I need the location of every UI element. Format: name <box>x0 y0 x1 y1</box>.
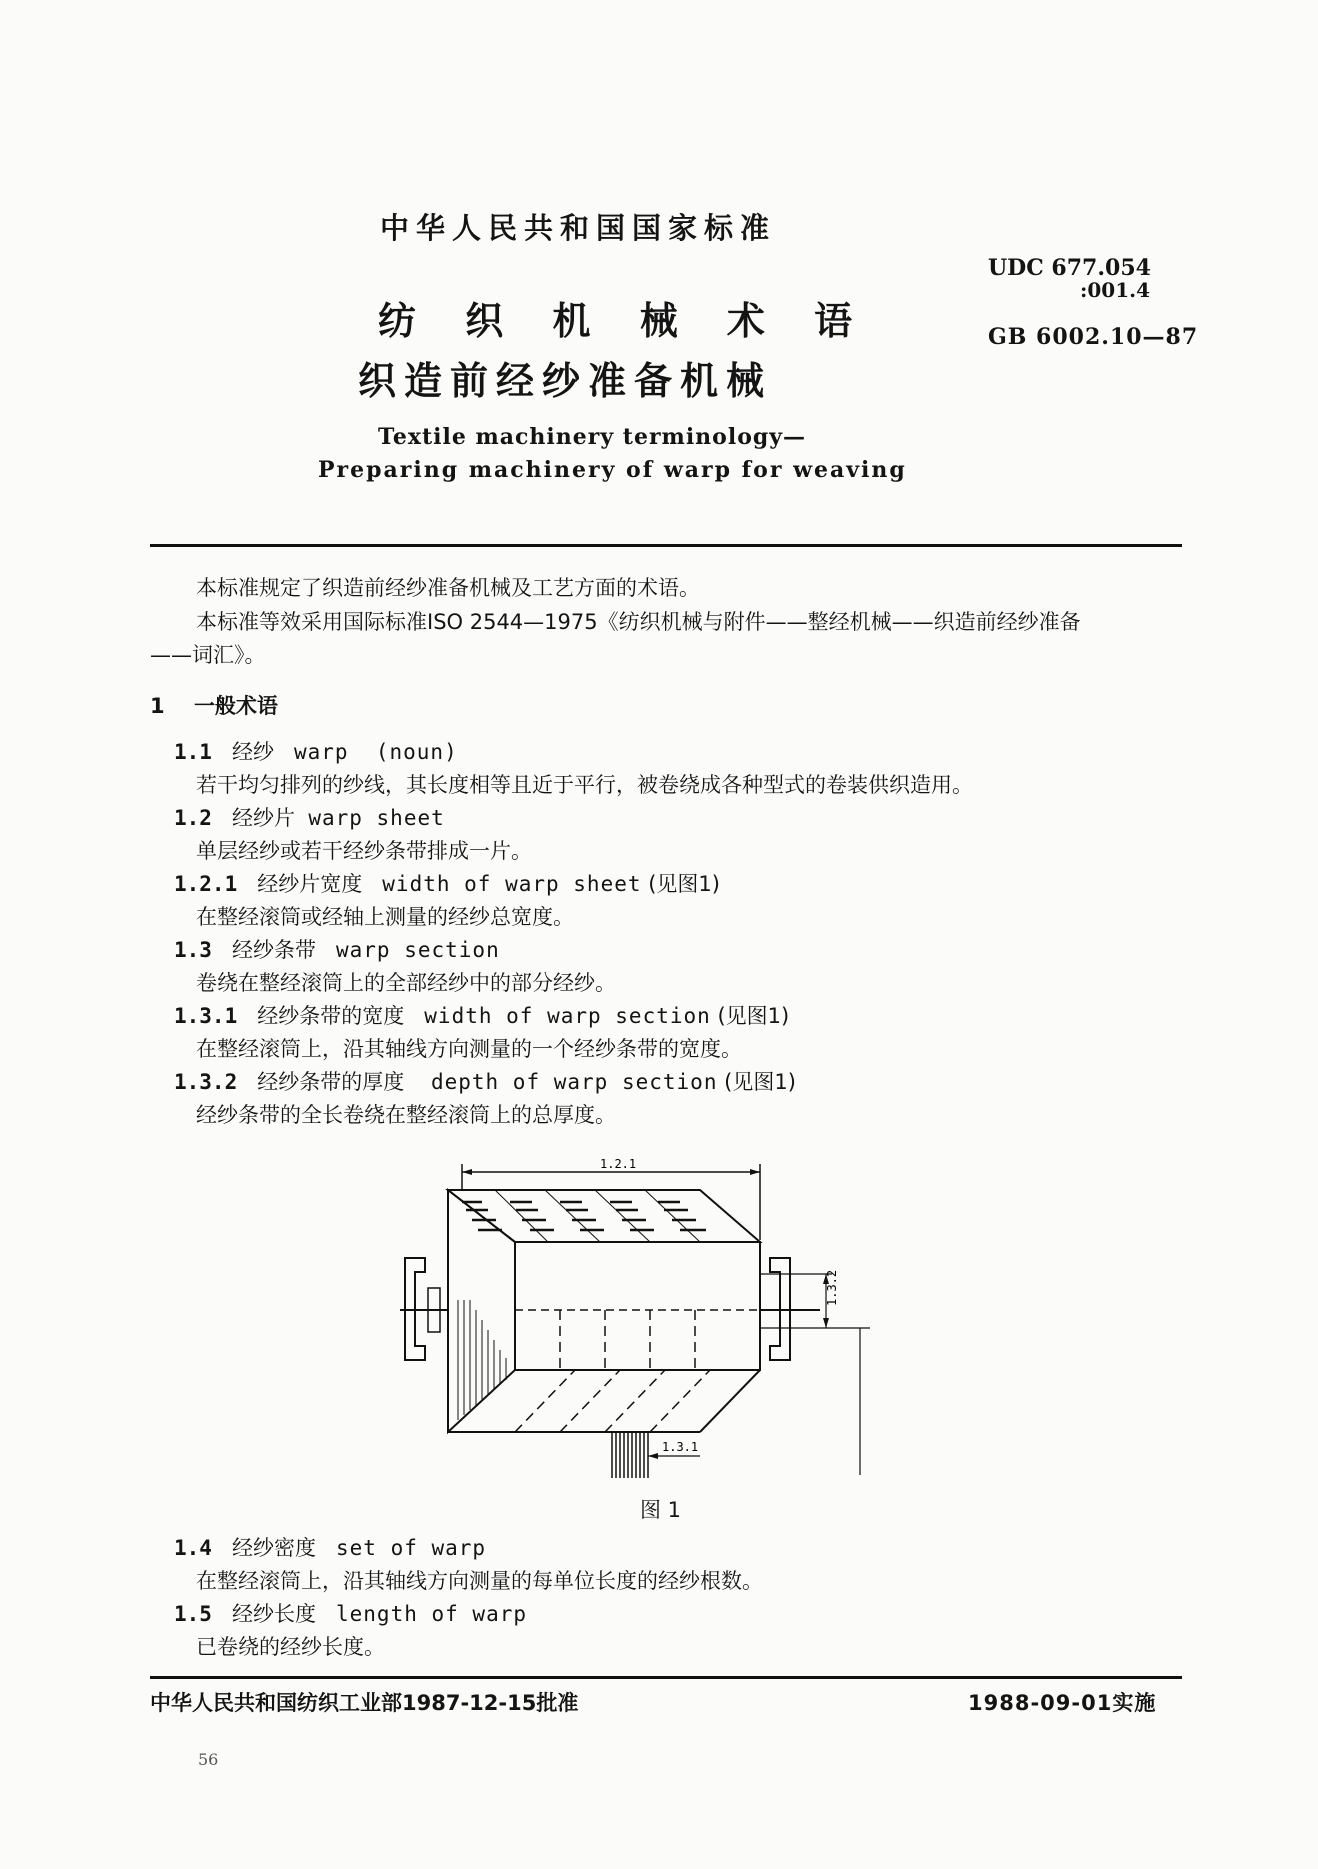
title-en-line2: Preparing machinery of warp for weaving <box>318 457 907 483</box>
term-cn: 经纱条带的厚度 <box>257 1070 405 1094</box>
section-number: 1 <box>150 694 165 718</box>
gb-code: GB 6002.10—87 <box>988 324 1199 350</box>
term-number: 1.4 <box>174 1536 212 1560</box>
footer-rule <box>150 1676 1182 1679</box>
term-row <box>174 1598 527 1628</box>
term-cn: 经纱密度 <box>231 1536 316 1560</box>
term-row <box>174 736 458 766</box>
term-number: 1.5 <box>174 1602 212 1626</box>
term-en: warp section <box>336 938 500 962</box>
title-en-line1: Textile machinery terminology— <box>378 424 807 450</box>
udc-code-suffix: :001.4 <box>1080 278 1151 302</box>
term-row <box>174 1066 796 1096</box>
term-number: 1.3.2 <box>174 1070 238 1094</box>
udc-code: UDC 677.054 <box>988 255 1151 281</box>
term-row <box>174 868 720 898</box>
term-figure-ref: (见图1) <box>724 1070 796 1094</box>
dim-label-1-2-1: 1.2.1 <box>600 1157 637 1171</box>
term-definition: 单层经纱或若干经纱条带排成一片。 <box>196 839 532 863</box>
dim-label-1-3-1: 1.3.1 <box>662 1440 699 1454</box>
term-number: 1.3 <box>174 938 212 962</box>
section-title: 一般术语 <box>193 694 278 718</box>
org-header: 中华人民共和国国家标准 <box>380 211 777 245</box>
title-cn-line2: 织造前经纱准备机械 <box>358 359 773 403</box>
figure-caption: 图 1 <box>640 1498 682 1522</box>
term-en: warp (noun) <box>294 740 458 764</box>
term-en: width of warp section <box>424 1004 711 1028</box>
term-number: 1.1 <box>174 740 212 764</box>
title-cn-line1: 纺 织 机 械 术 语 <box>378 299 871 343</box>
approval-text: 中华人民共和国纺织工业部1987-12-15批准 <box>150 1691 579 1715</box>
term-number: 1.2 <box>174 806 212 830</box>
intro-line-2: 本标准等效采用国际标准ISO 2544—1975《纺织机械与附件——整经机械——织造前经纱准备 <box>196 610 1081 634</box>
term-definition: 若干均匀排列的纱线，其长度相等且近于平行，被卷绕成各种型式的卷装供织造用。 <box>196 773 973 797</box>
term-number: 1.3.1 <box>174 1004 238 1028</box>
term-en: width of warp sheet <box>382 872 642 896</box>
intro-line-3: ——词汇》。 <box>150 643 266 667</box>
term-definition: 经纱条带的全长卷绕在整经滚筒上的总厚度。 <box>196 1103 616 1127</box>
section-heading <box>150 690 278 720</box>
term-figure-ref: (见图1) <box>648 872 720 896</box>
page-number: 56 <box>198 1750 219 1769</box>
term-cn: 经纱条带的宽度 <box>257 1004 405 1028</box>
dim-label-1-3-2: 1.3.2 <box>825 1269 839 1306</box>
term-definition: 在整经滚筒上，沿其轴线方向测量的每单位长度的经纱根数。 <box>196 1569 763 1593</box>
effective-date: 1988-09-01实施 <box>968 1691 1157 1715</box>
term-definition: 卷绕在整经滚筒上的全部经纱中的部分经纱。 <box>196 971 616 995</box>
intro-line-1: 本标准规定了织造前经纱准备机械及工艺方面的术语。 <box>196 576 700 600</box>
term-definition: 在整经滚筒上，沿其轴线方向测量的一个经纱条带的宽度。 <box>196 1037 742 1061</box>
term-cn: 经纱长度 <box>231 1602 316 1626</box>
term-cn: 经纱 <box>231 740 274 764</box>
term-row <box>174 802 445 832</box>
term-row <box>174 1532 486 1562</box>
term-en: depth of warp section <box>430 1070 718 1094</box>
header-rule <box>150 544 1182 547</box>
term-en: length of warp <box>336 1602 528 1626</box>
term-number: 1.2.1 <box>174 872 238 896</box>
term-en: warp sheet <box>308 806 445 830</box>
term-en: set of warp <box>336 1536 487 1560</box>
term-cn: 经纱片 <box>231 806 295 830</box>
figure-warping-drum <box>400 1150 940 1480</box>
term-row <box>174 1000 789 1030</box>
term-figure-ref: (见图1) <box>717 1004 790 1028</box>
term-row <box>174 934 500 964</box>
term-cn: 经纱片宽度 <box>257 872 363 896</box>
term-definition: 已卷绕的经纱长度。 <box>196 1635 385 1659</box>
term-definition: 在整经滚筒或经轴上测量的经纱总宽度。 <box>196 905 574 929</box>
term-cn: 经纱条带 <box>231 938 316 962</box>
